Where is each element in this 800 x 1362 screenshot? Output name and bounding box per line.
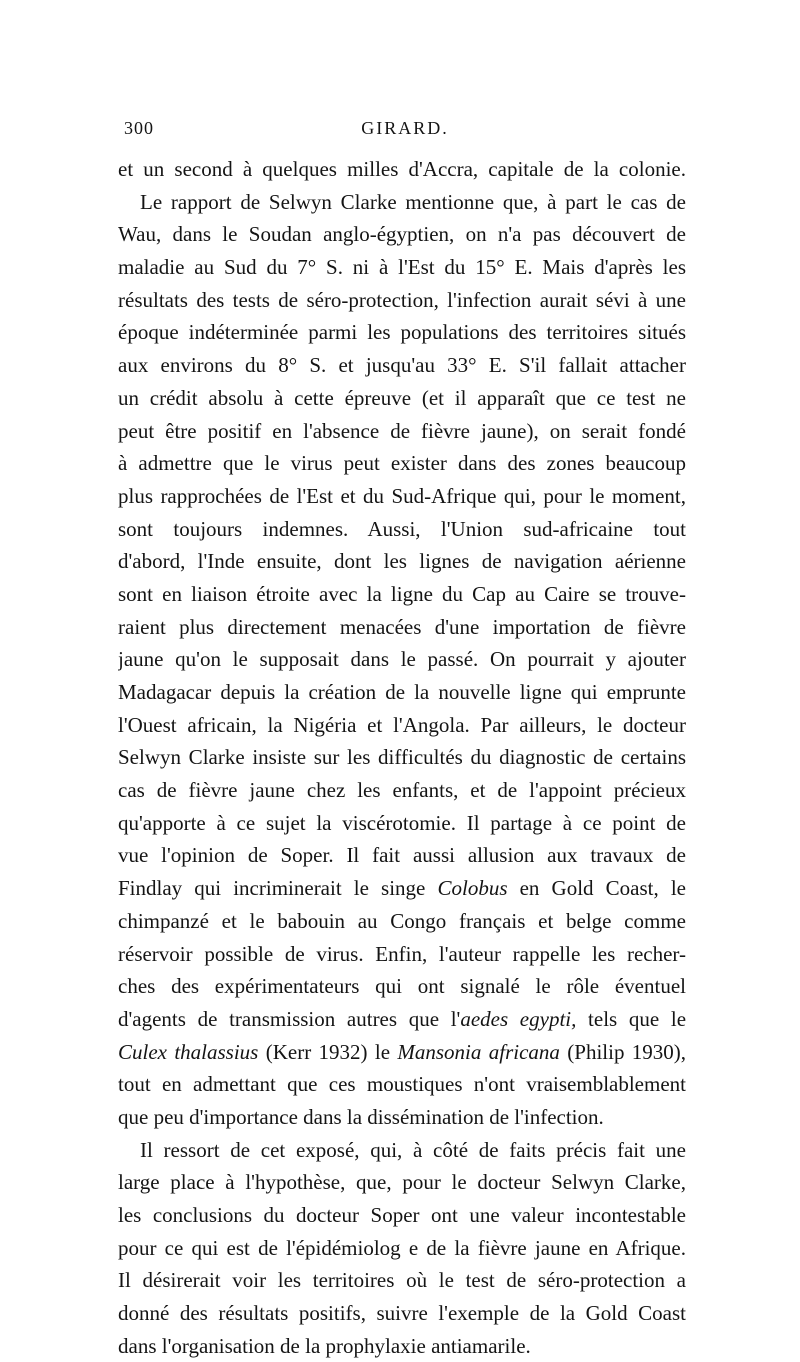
text-line — [118, 1199, 686, 1232]
line-text: vue l'opinion de Soper. Il fait aussi allusion aux travaux de — [118, 843, 686, 868]
line-text: époque indéterminée parmi les populations des territoires situés — [118, 320, 686, 345]
line-text: (Kerr 1932) le — [265, 1039, 391, 1064]
running-head — [124, 118, 686, 144]
text-line — [118, 611, 686, 644]
line-text: maladie au Sud du 7° S. ni à l'Est du 15° E. Mais d'après les — [118, 255, 686, 280]
line-text: Il ressort de cet exposé, qui, à côté de faits précis fait une — [140, 1137, 686, 1162]
line-text: Selwyn Clarke insiste sur les difficultés du diagnostic de certains — [118, 745, 686, 770]
text-line — [118, 513, 686, 546]
line-text: sont en liaison étroite avec la ligne du Cap au Caire se trouve- — [118, 581, 686, 606]
text-line — [118, 676, 686, 709]
line-text: tels que le — [588, 1006, 686, 1031]
line-text: en Gold Coast, le — [519, 876, 686, 901]
text-line — [118, 251, 686, 284]
text-line — [118, 905, 686, 938]
text-line — [118, 970, 686, 1003]
text-line — [118, 1166, 686, 1199]
text-line — [118, 349, 686, 382]
line-text: d'agents de transmission autres que l' — [118, 1006, 461, 1031]
line-text: qu'apporte à ce sujet la viscérotomie. Il partage à ce point de — [118, 810, 686, 835]
line-text: jaune qu'on le supposait dans le passé. On pourrait y ajouter — [118, 647, 686, 672]
text-line — [118, 218, 686, 251]
line-text: Il désirerait voir les territoires où le test de séro-protection a — [118, 1268, 686, 1293]
line-text: ches des expérimentateurs qui ont signalé le rôle éventuel — [118, 974, 686, 999]
line-text: un crédit absolu à cette épreuve (et il apparaît que ce test ne — [118, 385, 686, 410]
line-text: chimpanzé et le babouin au Congo français et belge comme — [118, 908, 686, 933]
line-text: sont toujours indemnes. Aussi, l'Union sud-africaine tout — [118, 516, 686, 541]
text-line — [118, 1297, 686, 1330]
italic-term: Mansonia africana — [397, 1039, 560, 1064]
line-text: l'Ouest africain, la Nigéria et l'Angola. Par ailleurs, le docteur — [118, 712, 686, 737]
body-text — [118, 153, 686, 1362]
line-text: tout en admettant que ces moustiques n'ont vraisemblablement — [118, 1072, 686, 1097]
text-line — [118, 1330, 686, 1362]
text-line — [118, 186, 686, 219]
text-line — [118, 807, 686, 840]
line-text: que peu d'importance dans la dissémination de l'infection. — [118, 1104, 604, 1129]
text-line — [118, 284, 686, 317]
text-line — [118, 774, 686, 807]
line-text: raient plus directement menacées d'une importation de fièvre — [118, 614, 686, 639]
text-line — [118, 382, 686, 415]
line-text: plus rapprochées de l'Est et du Sud-Afrique qui, pour le moment, — [118, 483, 686, 508]
text-line — [118, 1264, 686, 1297]
line-text: donné des résultats positifs, suivre l'exemple de la Gold Coast — [118, 1301, 686, 1326]
text-line — [118, 839, 686, 872]
line-text: large place à l'hypothèse, que, pour le docteur Selwyn Clarke, — [118, 1170, 686, 1195]
line-text: Findlay qui incriminerait le singe — [118, 876, 426, 901]
text-line — [118, 415, 686, 448]
text-line — [118, 316, 686, 349]
text-line — [118, 447, 686, 480]
line-text: peut être positif en l'absence de fièvre jaune), on serait fondé — [118, 418, 686, 443]
text-line — [118, 1068, 686, 1101]
italic-term: Colobus — [437, 876, 508, 901]
text-line — [118, 480, 686, 513]
line-text: cas de fièvre jaune chez les enfants, et de l'appoint précieux — [118, 778, 686, 803]
line-text: réservoir possible de virus. Enfin, l'auteur rappelle les recher- — [118, 941, 686, 966]
text-line — [118, 1232, 686, 1265]
line-text: résultats des tests de séro-protection, l'infection aurait sévi à une — [118, 287, 686, 312]
line-text: dans l'organisation de la prophylaxie antiamarile. — [118, 1333, 531, 1358]
running-title: GIRARD. — [361, 118, 449, 138]
line-text: et un second à quelques milles d'Accra, capitale de la colonie. — [118, 157, 686, 181]
text-line — [118, 1003, 686, 1036]
line-text: pour ce qui est de l'épidémiolog e de la fièvre jaune en Afrique. — [118, 1235, 686, 1260]
text-line — [118, 1101, 686, 1134]
line-text: Wau, dans le Soudan anglo-égyptien, on n'a pas découvert de — [118, 222, 686, 247]
text-line — [118, 741, 686, 774]
line-text: à admettre que le virus peut exister dans des zones beaucoup — [118, 451, 686, 476]
text-line — [118, 1134, 686, 1167]
text-line — [118, 578, 686, 611]
text-line — [118, 545, 686, 578]
line-text: d'abord, l'Inde ensuite, dont les lignes de navigation aérienne — [118, 549, 686, 574]
italic-term: aedes egypti, — [460, 1006, 577, 1031]
line-text: Le rapport de Selwyn Clarke mentionne que, à part le cas de — [140, 189, 686, 214]
line-text: (Philip 1930), — [567, 1039, 686, 1064]
text-line — [118, 709, 686, 742]
line-text: Madagacar depuis la création de la nouvelle ligne qui emprunte — [118, 680, 686, 704]
text-line — [118, 872, 686, 905]
text-line — [118, 153, 686, 186]
text-line — [118, 1036, 686, 1069]
page-number: 300 — [124, 118, 154, 138]
line-text: les conclusions du docteur Soper ont une valeur incontestable — [118, 1203, 686, 1227]
italic-term: Culex thalassius — [118, 1039, 259, 1064]
text-line — [118, 643, 686, 676]
line-text: aux environs du 8° S. et jusqu'au 33° E. S'il fallait attacher — [118, 353, 686, 378]
text-line — [118, 938, 686, 971]
